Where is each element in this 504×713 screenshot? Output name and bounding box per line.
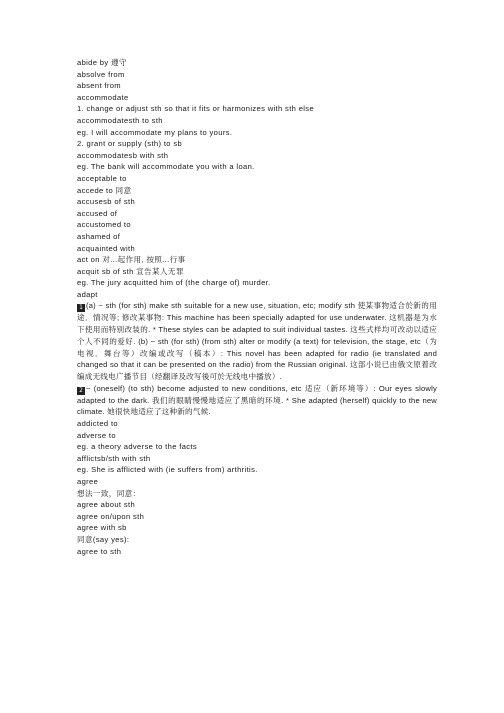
document-page	[77, 57, 437, 557]
entry-line: 2. grant or supply (sth) to sb	[77, 139, 183, 149]
entry-line: 同意(say yes):	[77, 535, 130, 545]
entry-line: accede to 同意	[77, 185, 132, 195]
entry-line: acquainted with	[77, 243, 136, 253]
entry-line: accommodatesb with sth	[77, 150, 169, 160]
entry-line: acquit sb of sth 宣告某人无罪	[77, 266, 184, 276]
entry-line: act on 对...起作用, 按照...行事	[77, 255, 186, 265]
entry-line: accused of	[77, 208, 118, 218]
entry-list-bottom	[77, 418, 437, 557]
entry-line: accusesb of sth	[77, 197, 136, 207]
entry-line: eg. The jury acquitted him of (the charge of) murder.	[77, 278, 271, 288]
sense-number-badge: 2	[77, 387, 85, 395]
entry-line: eg. a theory adverse to the facts	[77, 442, 198, 452]
entry-line: 想法一致，同意：	[77, 488, 141, 498]
entry-line: eg. I will accommodate my plans to yours.	[77, 127, 233, 137]
entry-line: accommodate	[77, 92, 129, 102]
entry-line: accommodatesth to sth	[77, 115, 163, 125]
entry-line: addicted to	[77, 419, 119, 429]
adapt-sense-2	[77, 383, 437, 418]
entry-line: agree to sth	[77, 546, 122, 556]
entry-line: agree on/upon sth	[77, 511, 145, 521]
entry-line: accustomed to	[77, 220, 131, 230]
entry-line: agree with sb	[77, 523, 127, 533]
entry-line: absent from	[77, 81, 121, 91]
sense-number-badge: 1	[77, 304, 85, 312]
entry-line: adverse to	[77, 430, 116, 440]
entry-line: acceptable to	[77, 173, 127, 183]
entry-line: eg. The bank will accommodate you with a loan.	[77, 162, 255, 172]
entry-line: eg. She is afflicted with (ie suffers from) arthritis.	[77, 465, 258, 475]
entry-list-top	[77, 57, 437, 300]
entry-line: afflictsb/sth with sth	[77, 453, 151, 463]
entry-line: abide by 遵守	[77, 58, 127, 67]
adapt-sense-2-text: ~ (oneself) (to sth) become adjusted to new conditions, etc 适应（新环境等）: Our eyes slowly adapted to the dark. 我们的眼睛慢慢地适应了黑暗的环境. * She adapted (herself) quickly to the new climate. 她很快地适应了这种新的气候.	[77, 383, 437, 417]
entry-line: adapt	[77, 289, 98, 299]
entry-line: 1. change or adjust sth so that it fits or harmonizes with sth else	[77, 104, 315, 114]
entry-line: absolve from	[77, 69, 125, 79]
entry-line: ashamed of	[77, 231, 121, 241]
adapt-sense-1-text: (a) ~ sth (for sth) make sth suitable for a new use, situation, etc; modify sth 使某事物适合於新的用途．情况等; 修改某事物: This machine has been specially adapted for use underwater. 这机器是为水下使用而特别改装的. * These styles can be adapted to suit individual tastes. 这些式样均可改动以适应个人不同的爱好. (b) ~ sth (for sth) (from sth) alter or modify (a text) for television, the stage, etc（为电视．舞台等）改编或改写（稿本）: This novel has been adapted for radio (ie translated and changed so that it can be presented on the radio) from the Russian original. 这部小说已由俄文原着改编成无线电广播节目（经翻译及改写後可於无线电中播放）.	[77, 301, 437, 381]
adapt-sense-1	[77, 300, 437, 382]
entry-line: agree	[77, 477, 99, 487]
entry-line: agree about sth	[77, 500, 136, 510]
